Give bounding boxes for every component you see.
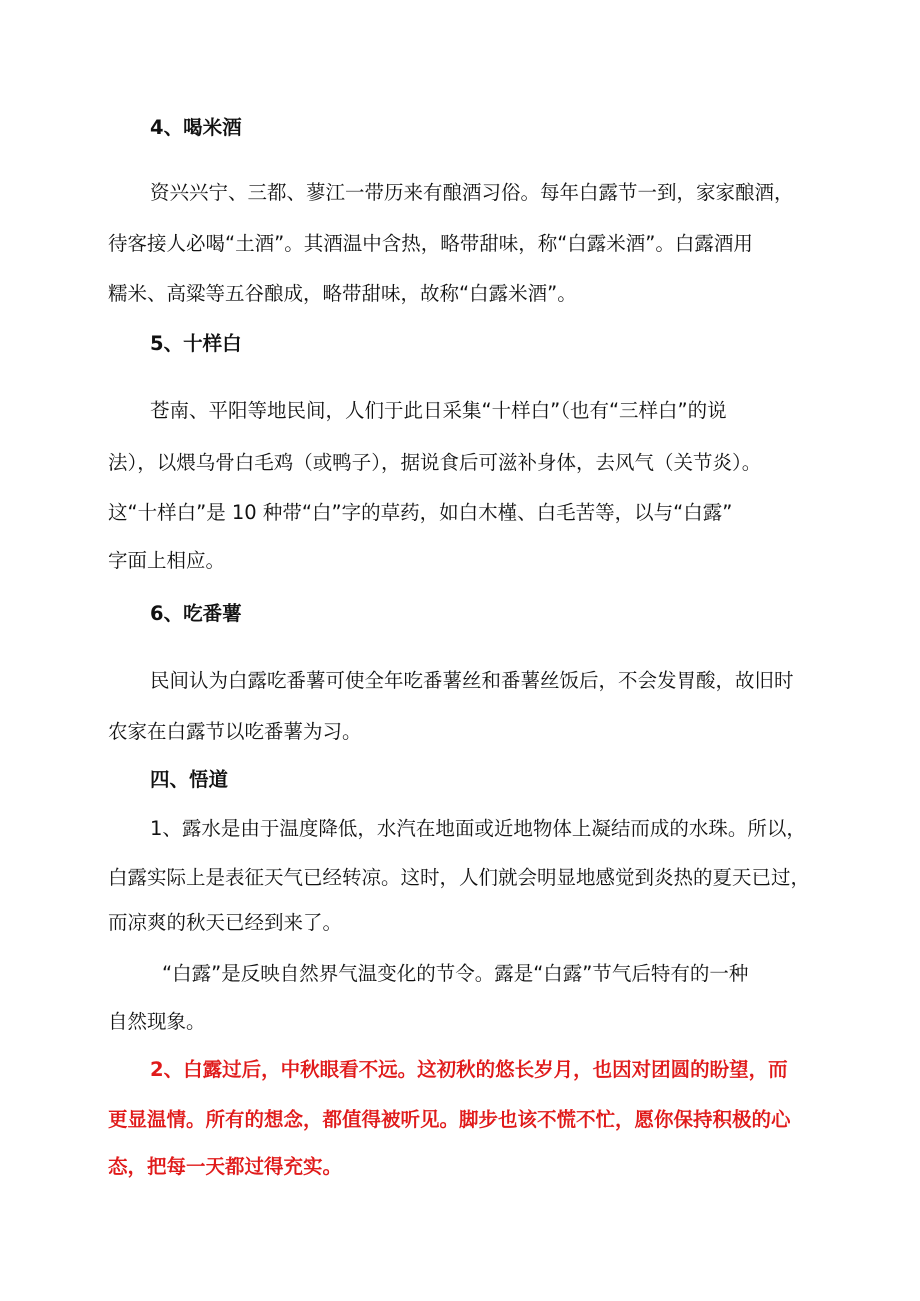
paragraph-line: 苍南、平阳等地民间，人们于此日采集“十样白”（也有“三样白”的说 — [150, 399, 727, 422]
paragraph-line: 白露实际上是表征天气已经转凉。这时，人们就会明显地感觉到炎热的夏天已过， — [108, 866, 811, 889]
highlighted-paragraph-line: 更显温情。所有的想念，都值得被听见。脚步也该不慌不忙，愿你保持积极的心 — [108, 1108, 791, 1131]
section-heading-eat-sweet-potato: 6、吃番薯 — [150, 602, 242, 625]
section-heading-drink-rice-wine: 4、喝米酒 — [150, 116, 242, 139]
paragraph-line: 字面上相应。 — [108, 549, 226, 572]
highlighted-paragraph-line: 态，把每一天都过得充实。 — [108, 1155, 343, 1178]
paragraph-line: 1、露水是由于温度降低，水汽在地面或近地物体上凝结而成的水珠。所以， — [150, 817, 806, 840]
paragraph-line: 糯米、高粱等五谷酿成，略带甜味，故称“白露米酒”。 — [108, 282, 577, 305]
highlighted-paragraph-line: 2、白露过后，中秋眼看不远。这初秋的悠长岁月，也因对团圆的盼望，而 — [150, 1058, 788, 1081]
section-heading-ten-whites: 5、十样白 — [150, 332, 242, 355]
paragraph-line: 而凉爽的秋天已经到来了。 — [108, 911, 343, 934]
paragraph-line: “白露”是反映自然界气温变化的节令。露是“白露”节气后特有的一种 — [162, 962, 749, 985]
paragraph-line: 农家在白露节以吃番薯为习。 — [108, 720, 362, 743]
paragraph-line: 民间认为白露吃番薯可使全年吃番薯丝和番薯丝饭后，不会发胃酸，故旧时 — [150, 669, 794, 692]
paragraph-line: 自然现象。 — [108, 1010, 206, 1033]
paragraph-line: 资兴兴宁、三都、蓼江一带历来有酿酒习俗。每年白露节一到，家家酿酒， — [150, 181, 794, 204]
paragraph-line: 这“十样白”是 10 种带“白”字的草药，如白木槿、白毛苦等，以与“白露” — [108, 501, 733, 524]
section-heading-enlightenment: 四、悟道 — [150, 768, 229, 791]
paragraph-line: 法），以煨乌骨白毛鸡（或鸭子），据说食后可滋补身体，去风气（关节炎）。 — [108, 451, 762, 474]
paragraph-line: 待客接人必喝“土酒”。其酒温中含热，略带甜味，称“白露米酒”。白露酒用 — [108, 232, 753, 255]
